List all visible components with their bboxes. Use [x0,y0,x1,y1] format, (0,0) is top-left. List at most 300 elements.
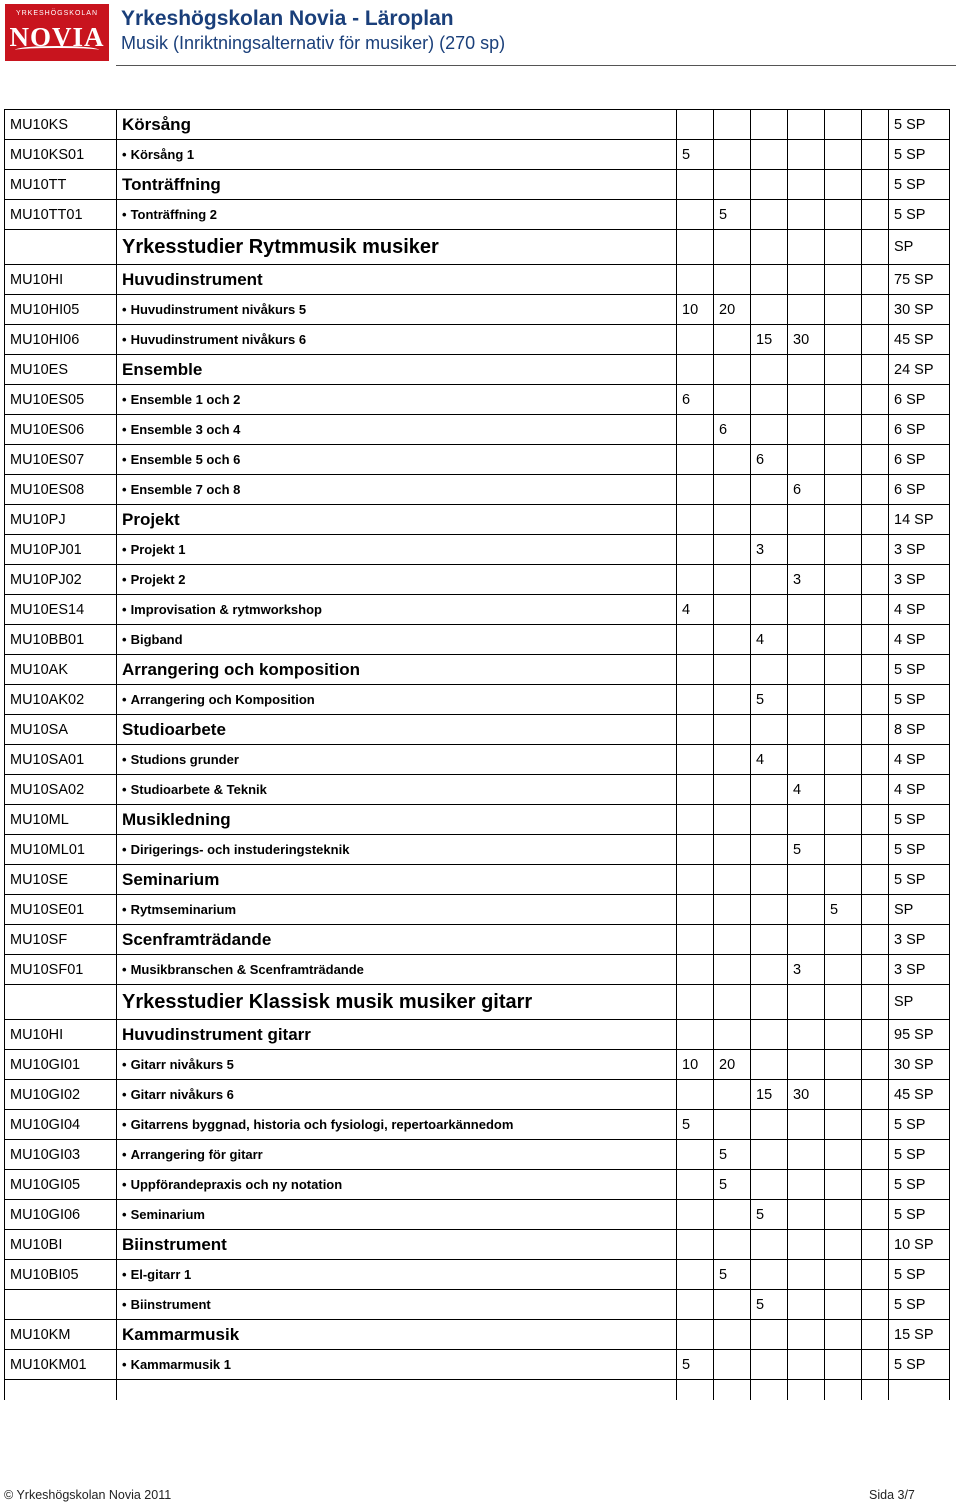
semester-credits [677,895,714,925]
semester-credits: 3 [788,565,825,595]
semester-credits [862,925,889,955]
course-code: MU10BB01 [5,625,117,655]
semester-credits [751,110,788,140]
semester-credits: 5 [677,1110,714,1140]
course-code [5,230,117,265]
course-code [5,985,117,1020]
semester-credits: 5 [751,1290,788,1320]
semester-credits [751,865,788,895]
semester-credits [677,715,714,745]
semester-credits [825,865,862,895]
module-row [5,1020,950,1050]
semester-credits [862,715,889,745]
semester-credits [677,325,714,355]
course-row [5,775,950,805]
semester-credits [714,835,751,865]
semester-credits [862,1260,889,1290]
semester-credits [714,170,751,200]
course-name: Projekt 2 [130,572,186,587]
bullet-icon: • [122,782,127,797]
course-code: MU10KM01 [5,1350,117,1380]
bullet-icon: • [122,302,127,317]
semester-credits [751,775,788,805]
semester-credits: 6 [788,475,825,505]
course-code: MU10ES05 [5,385,117,415]
semester-credits [862,1230,889,1260]
semester-credits [862,1140,889,1170]
bullet-icon: • [122,632,127,647]
course-row [5,955,950,985]
course-code: MU10HI [5,1020,117,1050]
semester-credits [862,985,889,1020]
semester-credits [825,655,862,685]
semester-credits [751,505,788,535]
semester-credits [751,140,788,170]
semester-credits [788,1350,825,1380]
course-name-cell [117,1110,677,1140]
semester-credits [714,1110,751,1140]
course-code: MU10PJ [5,505,117,535]
semester-credits [825,805,862,835]
course-name: Arrangering för gitarr [130,1147,263,1162]
semester-credits [714,325,751,355]
semester-credits [825,535,862,565]
semester-credits [825,505,862,535]
total-credits: 3 SP [889,565,950,595]
course-name-cell [117,955,677,985]
course-code: MU10SF01 [5,955,117,985]
total-credits: 3 SP [889,925,950,955]
semester-credits [714,110,751,140]
empty-cell [5,1380,117,1401]
course-name-cell [117,1230,677,1260]
course-code: MU10PJ01 [5,535,117,565]
course-code: MU10GI05 [5,1170,117,1200]
course-row [5,325,950,355]
total-credits: SP [889,895,950,925]
course-name: Projekt 1 [130,542,186,557]
bullet-icon: • [122,332,127,347]
semester-credits: 30 [788,1080,825,1110]
course-code: MU10SA [5,715,117,745]
semester-credits [751,1020,788,1050]
semester-credits [825,925,862,955]
semester-credits [862,385,889,415]
module-row [5,655,950,685]
semester-credits [677,1140,714,1170]
course-name-cell [117,355,677,385]
total-credits: 4 SP [889,745,950,775]
semester-credits [677,565,714,595]
semester-credits [788,805,825,835]
semester-credits [862,685,889,715]
bullet-icon: • [122,902,127,917]
semester-credits [751,200,788,230]
empty-cell [788,1380,825,1401]
course-name-cell [117,1200,677,1230]
semester-credits: 30 [788,325,825,355]
semester-credits [788,1020,825,1050]
semester-credits: 20 [714,1050,751,1080]
course-name-cell [117,265,677,295]
semester-credits [862,835,889,865]
semester-credits [788,200,825,230]
semester-credits [677,1290,714,1320]
course-code: MU10HI05 [5,295,117,325]
bullet-icon: • [122,962,127,977]
course-code: MU10KM [5,1320,117,1350]
course-row [5,1260,950,1290]
course-code: MU10PJ02 [5,565,117,595]
semester-credits [788,1110,825,1140]
bullet-icon: • [122,1357,127,1372]
semester-credits [862,475,889,505]
semester-credits [825,475,862,505]
total-credits: SP [889,230,950,265]
semester-credits [825,200,862,230]
course-name-cell [117,655,677,685]
empty-cell [117,1380,677,1401]
bullet-icon: • [122,542,127,557]
semester-credits [862,355,889,385]
table-continuation-row [5,1380,950,1401]
semester-credits [677,1230,714,1260]
course-row [5,445,950,475]
empty-cell [862,1380,889,1401]
course-name-cell [117,775,677,805]
semester-credits [862,655,889,685]
semester-credits [788,415,825,445]
total-credits: 14 SP [889,505,950,535]
course-name: Körsång 1 [130,147,195,162]
total-credits: 5 SP [889,1110,950,1140]
semester-credits: 15 [751,325,788,355]
course-name: Huvudinstrument nivåkurs 6 [130,332,307,347]
semester-credits [862,200,889,230]
total-credits: 6 SP [889,415,950,445]
course-name-cell [117,325,677,355]
semester-credits [825,1020,862,1050]
course-code: MU10ML [5,805,117,835]
semester-credits: 4 [751,625,788,655]
footer-copyright: © Yrkeshögskolan Novia 2011 [4,1488,172,1502]
total-credits: 5 SP [889,1170,950,1200]
course-name-cell [117,505,677,535]
semester-credits [862,1350,889,1380]
semester-credits [825,295,862,325]
semester-credits [788,1140,825,1170]
semester-credits [677,1200,714,1230]
semester-credits [751,230,788,265]
semester-credits [825,355,862,385]
total-credits: 30 SP [889,295,950,325]
semester-credits [825,170,862,200]
semester-credits [751,355,788,385]
semester-credits [825,1290,862,1320]
course-name: Studions grunder [130,752,239,767]
semester-credits [714,925,751,955]
course-code: MU10HI [5,265,117,295]
bullet-icon: • [122,1057,127,1072]
course-name-cell [117,865,677,895]
total-credits: 5 SP [889,170,950,200]
semester-credits [714,265,751,295]
course-name: Musikledning [122,809,231,829]
module-row [5,170,950,200]
semester-credits [825,1320,862,1350]
course-row [5,595,950,625]
course-name: Ensemble 1 och 2 [130,392,241,407]
course-name-cell [117,1290,677,1320]
semester-credits [862,1320,889,1350]
course-name: Studioarbete & Teknik [130,782,267,797]
semester-credits [788,595,825,625]
semester-credits [825,1350,862,1380]
bullet-icon: • [122,147,127,162]
course-name-cell [117,1140,677,1170]
course-code: MU10ES07 [5,445,117,475]
empty-cell [825,1380,862,1401]
semester-credits [788,445,825,475]
semester-credits [677,1080,714,1110]
course-name: Projekt [122,509,180,529]
bullet-icon: • [122,1087,127,1102]
semester-credits [862,955,889,985]
total-credits: 5 SP [889,1200,950,1230]
semester-credits [751,715,788,745]
semester-credits [788,685,825,715]
semester-credits: 10 [677,1050,714,1080]
course-name-cell [117,985,677,1020]
course-name: Bigband [130,632,183,647]
semester-credits [677,1170,714,1200]
course-name: Biinstrument [122,1234,227,1254]
course-row [5,1200,950,1230]
semester-credits [825,1080,862,1110]
course-name-cell [117,1020,677,1050]
semester-credits [825,415,862,445]
course-name-cell [117,1260,677,1290]
semester-credits [714,355,751,385]
semester-credits [751,1350,788,1380]
semester-credits [714,1290,751,1320]
semester-credits [751,1260,788,1290]
total-credits: 5 SP [889,1260,950,1290]
semester-credits [714,475,751,505]
semester-credits [825,835,862,865]
semester-credits [714,865,751,895]
semester-credits [751,1170,788,1200]
semester-credits [788,1050,825,1080]
semester-credits [714,805,751,835]
semester-credits [751,835,788,865]
semester-credits [788,170,825,200]
empty-cell [751,1380,788,1401]
course-name: Improvisation & rytmworkshop [130,602,322,617]
semester-credits [751,1230,788,1260]
semester-credits [677,775,714,805]
semester-credits [751,805,788,835]
semester-credits [862,1020,889,1050]
semester-credits [751,955,788,985]
total-credits: 95 SP [889,1020,950,1050]
semester-credits [825,745,862,775]
total-credits: 5 SP [889,685,950,715]
logo-small-text: YRKESHÖGSKOLAN [15,10,99,17]
semester-credits [862,140,889,170]
semester-credits [677,985,714,1020]
semester-credits [714,685,751,715]
course-name: Arrangering och Komposition [130,692,315,707]
course-code [5,1290,117,1320]
course-name-cell [117,230,677,265]
semester-credits [751,295,788,325]
course-row [5,475,950,505]
semester-credits [714,505,751,535]
course-name: Dirigerings- och instuderingsteknik [130,842,350,857]
semester-credits [714,230,751,265]
course-row [5,1140,950,1170]
course-code: MU10BI [5,1230,117,1260]
semester-credits [825,265,862,295]
semester-credits [714,985,751,1020]
semester-credits [677,475,714,505]
total-credits: 15 SP [889,1320,950,1350]
semester-credits [862,1110,889,1140]
semester-credits [677,835,714,865]
course-code: MU10HI06 [5,325,117,355]
module-row [5,805,950,835]
bullet-icon: • [122,482,127,497]
course-row [5,745,950,775]
semester-credits [751,655,788,685]
semester-credits [862,595,889,625]
course-name-cell [117,535,677,565]
curriculum-table-body [5,110,950,1401]
semester-credits: 5 [788,835,825,865]
course-code: MU10GI01 [5,1050,117,1080]
semester-credits [751,385,788,415]
course-name-cell [117,140,677,170]
semester-credits [788,625,825,655]
semester-credits [862,805,889,835]
total-credits: 5 SP [889,835,950,865]
course-row [5,895,950,925]
semester-credits [751,565,788,595]
section-row [5,230,950,265]
semester-credits [788,140,825,170]
logo-swoosh [15,46,99,54]
total-credits: 4 SP [889,595,950,625]
course-name-cell [117,685,677,715]
total-credits: 4 SP [889,775,950,805]
course-name: Yrkesstudier Klassisk musik musiker gitarr [122,990,533,1013]
course-name: Gitarr nivåkurs 6 [130,1087,234,1102]
course-name-cell [117,745,677,775]
semester-credits [714,775,751,805]
module-row [5,925,950,955]
course-name-cell [117,895,677,925]
semester-credits [825,325,862,355]
semester-credits [788,1200,825,1230]
semester-credits [714,385,751,415]
semester-credits [788,745,825,775]
bullet-icon: • [122,1117,127,1132]
semester-credits [825,565,862,595]
semester-credits [788,295,825,325]
semester-credits [714,1320,751,1350]
semester-credits [751,985,788,1020]
semester-credits [714,745,751,775]
total-credits: 6 SP [889,385,950,415]
course-name-cell [117,1080,677,1110]
semester-credits [751,1110,788,1140]
course-name: Huvudinstrument nivåkurs 5 [130,302,307,317]
total-credits: 75 SP [889,265,950,295]
semester-credits [677,170,714,200]
course-code: MU10AK02 [5,685,117,715]
module-row [5,865,950,895]
total-credits: 45 SP [889,325,950,355]
semester-credits: 5 [714,200,751,230]
bullet-icon: • [122,1297,127,1312]
course-name: Kammarmusik 1 [130,1357,232,1372]
course-name: Seminarium [130,1207,205,1222]
curriculum-table [4,109,950,1400]
semester-credits: 5 [751,1200,788,1230]
semester-credits: 5 [825,895,862,925]
course-code: MU10GI06 [5,1200,117,1230]
course-name-cell [117,415,677,445]
semester-credits [714,565,751,595]
semester-credits [825,140,862,170]
semester-credits [677,925,714,955]
semester-credits [714,715,751,745]
course-code: MU10KS [5,110,117,140]
course-code: MU10ES14 [5,595,117,625]
course-code: MU10BI05 [5,1260,117,1290]
semester-credits [788,230,825,265]
semester-credits [788,865,825,895]
semester-credits [862,230,889,265]
semester-credits [751,1140,788,1170]
semester-credits [714,140,751,170]
course-name: Huvudinstrument [122,269,263,289]
course-row [5,140,950,170]
logo-big-text: NOVIA [9,22,105,52]
course-code: MU10KS01 [5,140,117,170]
course-row [5,1080,950,1110]
semester-credits [751,925,788,955]
course-code: MU10GI02 [5,1080,117,1110]
course-code: MU10SA02 [5,775,117,805]
total-credits: 45 SP [889,1080,950,1110]
semester-credits [862,1200,889,1230]
semester-credits [862,625,889,655]
course-row [5,625,950,655]
semester-credits [714,955,751,985]
semester-credits [862,745,889,775]
empty-cell [677,1380,714,1401]
course-row [5,535,950,565]
semester-credits [751,415,788,445]
semester-credits [788,1230,825,1260]
semester-credits [677,1020,714,1050]
semester-credits [714,535,751,565]
total-credits: 5 SP [889,110,950,140]
semester-credits [677,230,714,265]
semester-credits [751,1050,788,1080]
